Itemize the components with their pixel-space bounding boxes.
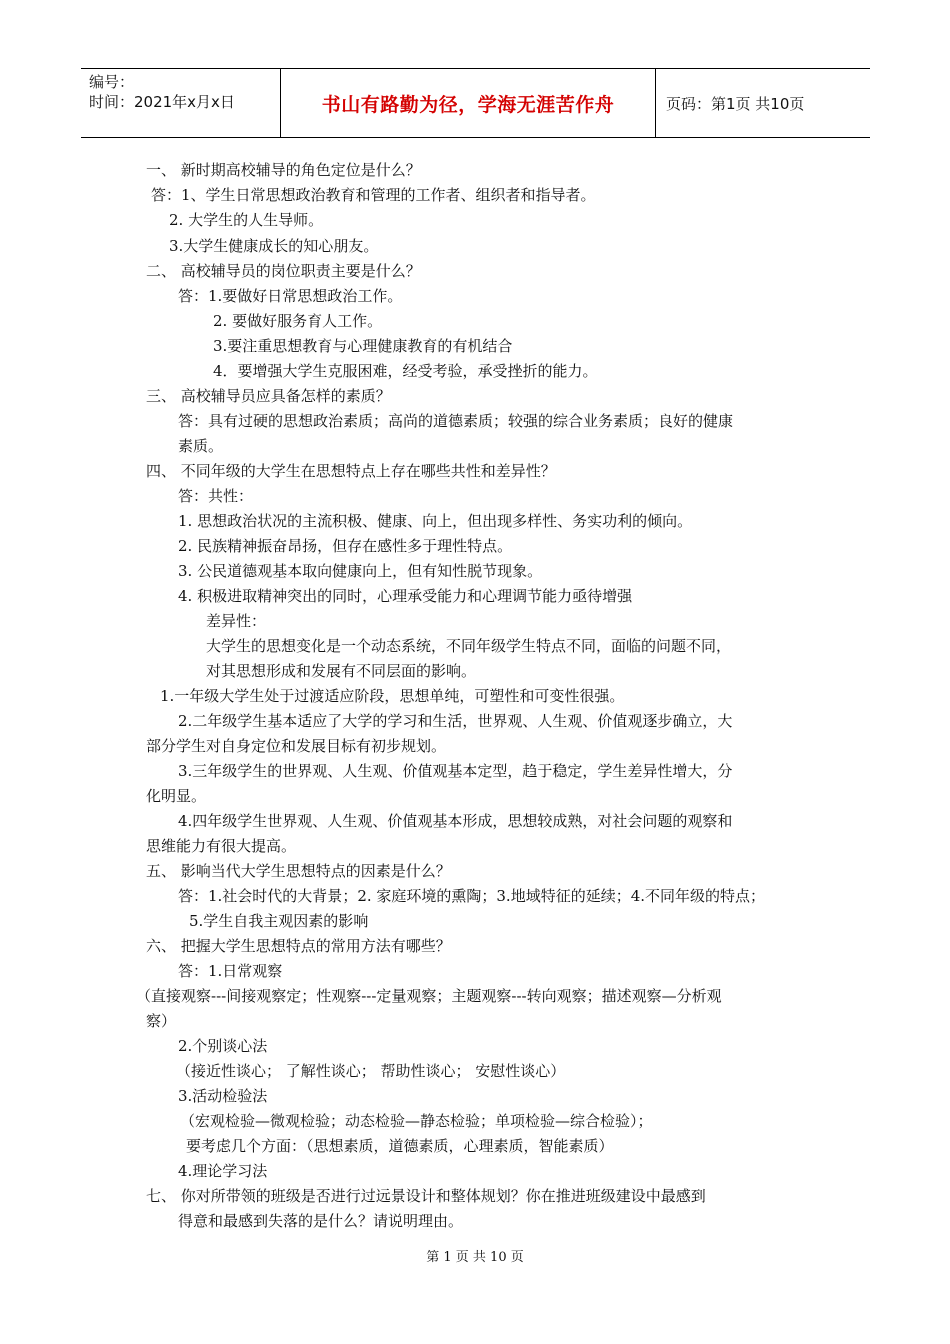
question-7-line-2: 得意和最感到失落的是什么？请说明理由。 — [178, 1212, 464, 1230]
answer-4-common-4: 4. 积极进取精神突出的同时，心理承受能力和心理调节能力亟待增强 — [178, 587, 633, 605]
answer-4-grade-4-line-1: 4.四年级学生世界观、人生观、价值观基本形成，思想较成熟，对社会问题的观察和 — [178, 812, 733, 830]
answer-6-method-4: 4.理论学习法 — [178, 1162, 268, 1180]
answer-5-line-1: 答：1.社会时代的大背景；2. 家庭环境的熏陶；3.地域特征的延续；4.不同年级的特点； — [178, 887, 766, 905]
answer-1-line-3: 3.大学生健康成长的知心朋友。 — [169, 237, 379, 255]
answer-3-line-2: 素质。 — [178, 437, 224, 455]
answer-4-diff-label: 差异性： — [206, 612, 267, 630]
question-1: 一、 新时期高校辅导的角色定位是什么？ — [146, 161, 421, 179]
answer-4-common-2: 2. 民族精神振奋昂扬，但存在感性多于理性特点。 — [178, 537, 513, 555]
number-label: 编号： — [89, 73, 135, 91]
answer-2-line-3: 3.要注重思想教育与心理健康教育的有机结合 — [213, 337, 513, 355]
answer-1-line-2: 2. 大学生的人生导师。 — [169, 211, 324, 229]
answer-6-method-2-detail: （接近性谈心； 了解性谈心； 帮助性谈心； 安慰性谈心） — [176, 1062, 566, 1080]
question-5: 五、 影响当代大学生思想特点的因素是什么？ — [146, 862, 451, 880]
answer-4-grade-1: 1.一年级大学生处于过渡适应阶段，思想单纯，可塑性和可变性很强。 — [160, 687, 625, 705]
answer-6-method-2: 2.个别谈心法 — [178, 1037, 268, 1055]
answer-6-method-3: 3.活动检验法 — [178, 1087, 268, 1105]
answer-6-method-3-detail: （宏观检验—微观检验；动态检验—静态检验；单项检验—综合检验）； — [180, 1112, 653, 1130]
date-label: 时间：2021年x月x日 — [89, 93, 235, 111]
answer-4-diff-intro-1: 大学生的思想变化是一个动态系统，不同年级学生特点不同，面临的问题不同， — [206, 637, 732, 655]
question-3: 三、 高校辅导员应具备怎样的素质？ — [146, 387, 391, 405]
answer-4-grade-2-line-1: 2.二年级学生基本适应了大学的学习和生活，世界观、人生观、价值观逐步确立，大 — [178, 712, 733, 730]
answer-4-common-label: 答：共性： — [178, 487, 254, 505]
answer-2-line-4: 4．要增强大学生克服困难，经受考验，承受挫折的能力。 — [213, 362, 598, 380]
answer-4-grade-4-line-2: 思维能力有很大提高。 — [146, 837, 297, 855]
question-6: 六、 把握大学生思想特点的常用方法有哪些？ — [146, 937, 451, 955]
page-footer: 第 1 页 共 10 页 — [426, 1250, 524, 1265]
question-7-line-1: 七、 你对所带领的班级是否进行过远景设计和整体规划？你在推进班级建设中最感到 — [146, 1187, 706, 1205]
answer-2-line-1: 答：1.要做好日常思想政治工作。 — [178, 287, 403, 305]
answer-6-method-1-detail-2: 察） — [146, 1012, 177, 1030]
header-right-cell — [656, 69, 870, 137]
answer-4-grade-2-line-2: 部分学生对自身定位和发展目标有初步规划。 — [146, 737, 447, 755]
answer-6-method-1-detail-1: （直接观察---间接观察定；性观察---定量观察；主题观察---转向观察；描述观察—分析观 — [136, 987, 722, 1005]
motto: 书山有路勤为径，学海无涯苦作舟 — [321, 93, 615, 116]
answer-4-grade-3-line-2: 化明显。 — [146, 787, 207, 805]
question-2: 二、 高校辅导员的岗位职责主要是什么？ — [146, 262, 421, 280]
header-left-cell — [81, 69, 281, 137]
answer-3-line-1: 答：具有过硬的思想政治素质；高尚的道德素质；较强的综合业务素质；良好的健康 — [178, 412, 734, 430]
answer-4-diff-intro-2: 对其思想形成和发展有不同层面的影响。 — [206, 662, 477, 680]
answer-6-method-3-aspects: 要考虑几个方面：（思想素质，道德素质，心理素质，智能素质） — [186, 1137, 614, 1155]
page-label: 页码：第1页 共10页 — [666, 94, 805, 113]
answer-1-line-1: 答：1、学生日常思想政治教育和管理的工作者、组织者和指导者。 — [151, 186, 596, 204]
answer-4-common-1: 1. 思想政治状况的主流积极、健康、向上，但出现多样性、务实功利的倾向。 — [178, 512, 693, 530]
answer-4-grade-3-line-1: 3.三年级学生的世界观、人生观、价值观基本定型，趋于稳定，学生差异性增大，分 — [178, 762, 733, 780]
page-header — [81, 68, 870, 138]
answer-5-line-2: 5.学生自我主观因素的影响 — [189, 912, 369, 930]
answer-2-line-2: 2. 要做好服务育人工作。 — [213, 312, 383, 330]
answer-6-method-1: 答：1.日常观察 — [178, 962, 283, 980]
header-motto-cell — [281, 69, 656, 137]
question-4: 四、 不同年级的大学生在思想特点上存在哪些共性和差异性？ — [146, 462, 556, 480]
answer-4-common-3: 3. 公民道德观基本取向健康向上，但有知性脱节现象。 — [178, 562, 543, 580]
